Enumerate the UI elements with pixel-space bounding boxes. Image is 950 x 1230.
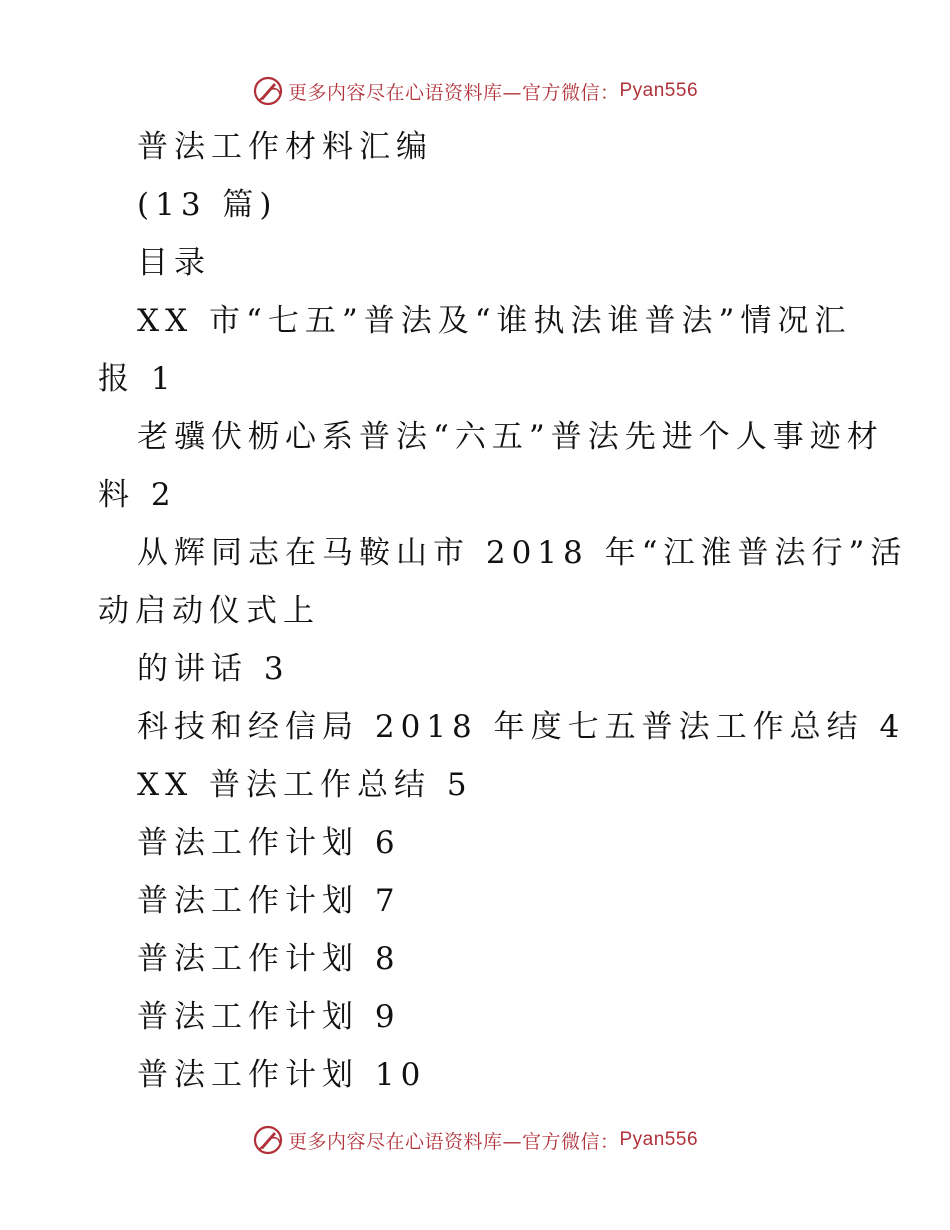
toc-line: 科技和经信局 2018 年度七五普法工作总结 4 — [137, 709, 906, 745]
toc-line: 的讲话 3 — [137, 651, 290, 687]
watermark-text: 更多内容尽在心语资料库—官方微信： — [287, 81, 620, 104]
toc-line: 料 2 — [98, 477, 177, 513]
toc-line: XX 市“七五”普法及“谁执法谁普法”情况汇 — [137, 303, 852, 339]
watermark-wechat-id: Pyan556 — [619, 1129, 699, 1150]
document-subtitle: (13 篇) — [137, 187, 278, 223]
toc-line: 普法工作计划 10 — [137, 1057, 427, 1093]
toc-line: XX 普法工作总结 5 — [137, 767, 473, 803]
toc-heading: 目录 — [137, 245, 211, 281]
toc-line: 普法工作计划 9 — [137, 999, 401, 1035]
footer-watermark — [0, 1123, 950, 1157]
toc-line: 普法工作计划 7 — [137, 883, 401, 919]
watermark-text: 更多内容尽在心语资料库—官方微信： — [287, 1130, 620, 1153]
document-title: 普法工作材料汇编 — [137, 129, 433, 165]
toc-line: 普法工作计划 8 — [137, 941, 401, 977]
watermark-wechat-id: Pyan556 — [619, 80, 699, 101]
feather-pen-logo-icon — [252, 1124, 284, 1156]
feather-pen-logo-icon — [252, 75, 284, 107]
toc-line: 报 1 — [98, 361, 177, 397]
toc-line: 老骥伏枥心系普法“六五”普法先进个人事迹材 — [137, 419, 884, 455]
header-watermark — [0, 74, 950, 108]
toc-line: 普法工作计划 6 — [137, 825, 401, 861]
toc-line: 动启动仪式上 — [98, 593, 320, 629]
document-body — [0, 118, 950, 1104]
toc-line: 从辉同志在马鞍山市 2018 年“江淮普法行”活 — [137, 535, 908, 571]
